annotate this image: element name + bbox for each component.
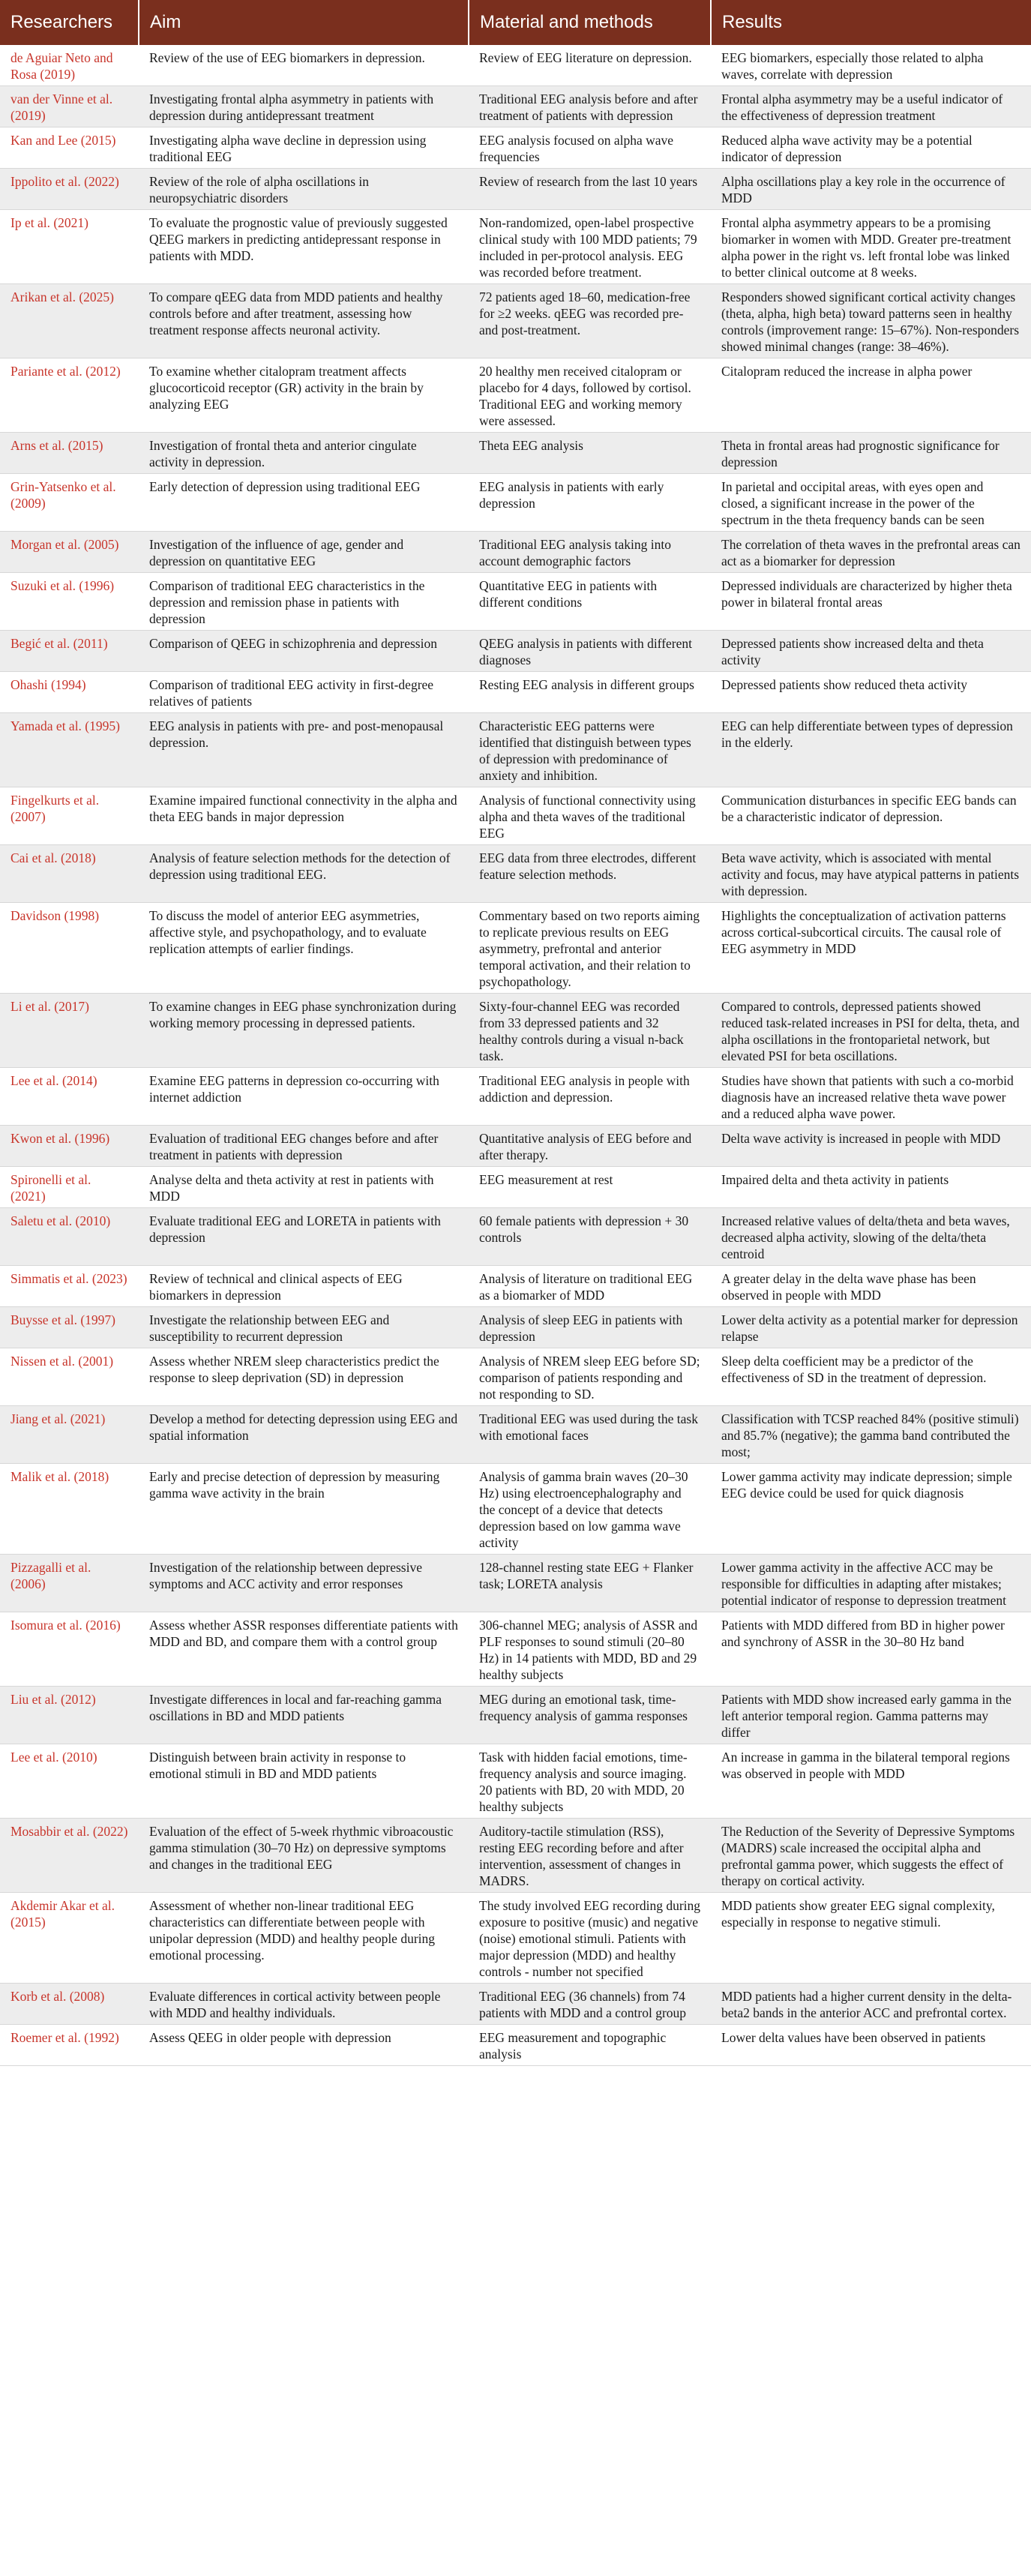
cell-researchers[interactable]: Pariante et al. (2012) bbox=[0, 358, 139, 433]
cell-aim: Assessment of whether non-linear traditional EEG characteristics can differentiate between people with unipolar depression (MDD) and healthy people during emotional processing. bbox=[139, 1893, 469, 1984]
cell-results: Classification with TCSP reached 84% (positive stimuli) and 85.7% (negative); the gamma band contributed the most; bbox=[711, 1406, 1031, 1464]
table-row bbox=[0, 1984, 1031, 2025]
cell-researchers[interactable]: Kan and Lee (2015) bbox=[0, 127, 139, 169]
cell-aim: Examine EEG patterns in depression co-occurring with internet addiction bbox=[139, 1068, 469, 1126]
cell-results: Lower gamma activity in the affective ACC may be responsible for difficulties in adapting after mistakes; potential indicator of response to depression treatment bbox=[711, 1555, 1031, 1612]
cell-aim: Investigating frontal alpha asymmetry in patients with depression during antidepressant treatment bbox=[139, 86, 469, 127]
cell-aim: Assess QEEG in older people with depression bbox=[139, 2025, 469, 2066]
cell-researchers[interactable]: Grin-Yatsenko et al. (2009) bbox=[0, 474, 139, 532]
cell-aim: Analyse delta and theta activity at rest in patients with MDD bbox=[139, 1167, 469, 1208]
cell-material-methods: QEEG analysis in patients with different diagnoses bbox=[469, 631, 711, 672]
table-row bbox=[0, 2025, 1031, 2066]
cell-aim: To compare qEEG data from MDD patients and healthy controls before and after treatment, assessing how treatment response affects neuronal activity. bbox=[139, 284, 469, 358]
cell-researchers[interactable]: Lee et al. (2014) bbox=[0, 1068, 139, 1126]
cell-material-methods: Resting EEG analysis in different groups bbox=[469, 672, 711, 713]
cell-researchers[interactable]: Malik et al. (2018) bbox=[0, 1464, 139, 1555]
table-row bbox=[0, 284, 1031, 358]
table-row bbox=[0, 1167, 1031, 1208]
table-row bbox=[0, 474, 1031, 532]
cell-material-methods: Auditory-tactile stimulation (RSS), resting EEG recording before and after intervention, assessment of changes in MADRS. bbox=[469, 1819, 711, 1893]
cell-material-methods: Theta EEG analysis bbox=[469, 433, 711, 474]
cell-researchers[interactable]: Mosabbir et al. (2022) bbox=[0, 1819, 139, 1893]
cell-results: Lower delta activity as a potential marker for depression relapse bbox=[711, 1307, 1031, 1348]
cell-material-methods: EEG analysis in patients with early depression bbox=[469, 474, 711, 532]
cell-aim: Evaluate traditional EEG and LORETA in patients with depression bbox=[139, 1208, 469, 1266]
cell-researchers[interactable]: van der Vinne et al. (2019) bbox=[0, 86, 139, 127]
table-row bbox=[0, 1744, 1031, 1819]
cell-researchers[interactable]: Morgan et al. (2005) bbox=[0, 532, 139, 573]
cell-researchers[interactable]: Liu et al. (2012) bbox=[0, 1687, 139, 1744]
cell-aim: Investigation of the influence of age, gender and depression on quantitative EEG bbox=[139, 532, 469, 573]
cell-results: EEG can help differentiate between types of depression in the elderly. bbox=[711, 713, 1031, 787]
cell-material-methods: Sixty-four-channel EEG was recorded from 33 depressed patients and 32 healthy controls during a visual n-back task. bbox=[469, 994, 711, 1068]
cell-researchers[interactable]: de Aguiar Neto and Rosa (2019) bbox=[0, 45, 139, 86]
cell-aim: Review of the use of EEG biomarkers in depression. bbox=[139, 45, 469, 86]
cell-aim: Review of technical and clinical aspects of EEG biomarkers in depression bbox=[139, 1266, 469, 1307]
cell-material-methods: Quantitative analysis of EEG before and after therapy. bbox=[469, 1126, 711, 1167]
table-row bbox=[0, 573, 1031, 631]
cell-aim: Investigating alpha wave decline in depression using traditional EEG bbox=[139, 127, 469, 169]
cell-results: Lower gamma activity may indicate depression; simple EEG device could be used for quick diagnosis bbox=[711, 1464, 1031, 1555]
table-row bbox=[0, 903, 1031, 994]
cell-material-methods: EEG measurement and topographic analysis bbox=[469, 2025, 711, 2066]
cell-aim: To examine changes in EEG phase synchronization during working memory processing in depressed patients. bbox=[139, 994, 469, 1068]
cell-researchers[interactable]: Saletu et al. (2010) bbox=[0, 1208, 139, 1266]
cell-material-methods: Task with hidden facial emotions, time-frequency analysis and source imaging. 20 patients with BD, 20 with MDD, 20 healthy subjects bbox=[469, 1744, 711, 1819]
cell-aim: Assess whether NREM sleep characteristics predict the response to sleep deprivation (SD) in depression bbox=[139, 1348, 469, 1406]
table-row bbox=[0, 1126, 1031, 1167]
cell-material-methods: Analysis of literature on traditional EEG as a biomarker of MDD bbox=[469, 1266, 711, 1307]
cell-results: Reduced alpha wave activity may be a potential indicator of depression bbox=[711, 127, 1031, 169]
cell-researchers[interactable]: Akdemir Akar et al. (2015) bbox=[0, 1893, 139, 1984]
cell-aim: Examine impaired functional connectivity in the alpha and theta EEG bands in major depression bbox=[139, 787, 469, 845]
cell-results: Responders showed significant cortical activity changes (theta, alpha, high beta) toward patterns seen in healthy controls (improvement range: 15–67%). Non-responders showed minimal changes (range: 38–46%). bbox=[711, 284, 1031, 358]
header-aim: Aim bbox=[139, 0, 469, 45]
cell-researchers[interactable]: Pizzagalli et al. (2006) bbox=[0, 1555, 139, 1612]
cell-researchers[interactable]: Isomura et al. (2016) bbox=[0, 1612, 139, 1687]
cell-results: Patients with MDD show increased early gamma in the left anterior temporal region. Gamma patterns may differ bbox=[711, 1687, 1031, 1744]
cell-material-methods: EEG measurement at rest bbox=[469, 1167, 711, 1208]
cell-aim: Review of the role of alpha oscillations in neuropsychiatric disorders bbox=[139, 169, 469, 210]
table-row bbox=[0, 210, 1031, 284]
table-row bbox=[0, 1687, 1031, 1744]
cell-results: Delta wave activity is increased in people with MDD bbox=[711, 1126, 1031, 1167]
cell-material-methods: The study involved EEG recording during exposure to positive (music) and negative (noise) emotional stimuli. Patients with major depression (MDD) and healthy controls - number not specified bbox=[469, 1893, 711, 1984]
cell-results: Beta wave activity, which is associated with mental activity and focus, may have atypical patterns in patients with depression. bbox=[711, 845, 1031, 903]
cell-material-methods: EEG analysis focused on alpha wave frequencies bbox=[469, 127, 711, 169]
cell-researchers[interactable]: Suzuki et al. (1996) bbox=[0, 573, 139, 631]
cell-aim: Investigation of the relationship between depressive symptoms and ACC activity and error responses bbox=[139, 1555, 469, 1612]
cell-material-methods: Traditional EEG was used during the task with emotional faces bbox=[469, 1406, 711, 1464]
cell-results: Theta in frontal areas had prognostic significance for depression bbox=[711, 433, 1031, 474]
cell-material-methods: MEG during an emotional task, time-frequency analysis of gamma responses bbox=[469, 1687, 711, 1744]
cell-results: MDD patients had a higher current density in the delta-beta2 bands in the anterior ACC and prefrontal cortex. bbox=[711, 1984, 1031, 2025]
header-researchers: Researchers bbox=[0, 0, 139, 45]
table-row bbox=[0, 358, 1031, 433]
table-row bbox=[0, 1612, 1031, 1687]
cell-material-methods: Traditional EEG analysis before and after treatment of patients with depression bbox=[469, 86, 711, 127]
cell-results: Highlights the conceptualization of activation patterns across cortical-subcortical circuits. The causal role of EEG asymmetry in MDD bbox=[711, 903, 1031, 994]
table-row bbox=[0, 1406, 1031, 1464]
cell-aim: Comparison of QEEG in schizophrenia and depression bbox=[139, 631, 469, 672]
cell-aim: EEG analysis in patients with pre- and post-menopausal depression. bbox=[139, 713, 469, 787]
cell-results: An increase in gamma in the bilateral temporal regions was observed in people with MDD bbox=[711, 1744, 1031, 1819]
cell-aim: Investigate differences in local and far-reaching gamma oscillations in BD and MDD patients bbox=[139, 1687, 469, 1744]
cell-researchers[interactable]: Lee et al. (2010) bbox=[0, 1744, 139, 1819]
cell-aim: Investigate the relationship between EEG and susceptibility to recurrent depression bbox=[139, 1307, 469, 1348]
table-row bbox=[0, 1068, 1031, 1126]
cell-material-methods: 20 healthy men received citalopram or placebo for 4 days, followed by cortisol. Traditional EEG and working memory were assessed. bbox=[469, 358, 711, 433]
header-row bbox=[0, 0, 1031, 45]
cell-results: Depressed patients show reduced theta activity bbox=[711, 672, 1031, 713]
cell-results: The Reduction of the Severity of Depressive Symptoms (MADRS) scale increased the occipital alpha and prefrontal gamma power, which suggests the effect of therapy on cortical activity. bbox=[711, 1819, 1031, 1893]
cell-researchers[interactable]: Simmatis et al. (2023) bbox=[0, 1266, 139, 1307]
cell-researchers[interactable]: Roemer et al. (1992) bbox=[0, 2025, 139, 2066]
cell-researchers[interactable]: Arikan et al. (2025) bbox=[0, 284, 139, 358]
cell-researchers[interactable]: Ohashi (1994) bbox=[0, 672, 139, 713]
cell-material-methods: EEG data from three electrodes, different feature selection methods. bbox=[469, 845, 711, 903]
cell-results: Studies have shown that patients with such a co-morbid diagnosis have an increased relative theta wave power and a reduced alpha wave power. bbox=[711, 1068, 1031, 1126]
cell-researchers[interactable]: Spironelli et al. (2021) bbox=[0, 1167, 139, 1208]
header-results: Results bbox=[711, 0, 1031, 45]
cell-results: MDD patients show greater EEG signal complexity, especially in response to negative stimuli. bbox=[711, 1893, 1031, 1984]
table-row bbox=[0, 672, 1031, 713]
cell-material-methods: Analysis of gamma brain waves (20–30 Hz) using electroencephalography and the concept of a device that detects depression based on low gamma wave activity bbox=[469, 1464, 711, 1555]
cell-material-methods: 128-channel resting state EEG + Flanker task; LORETA analysis bbox=[469, 1555, 711, 1612]
table-row bbox=[0, 1307, 1031, 1348]
cell-aim: Assess whether ASSR responses differentiate patients with MDD and BD, and compare them with a control group bbox=[139, 1612, 469, 1687]
cell-researchers[interactable]: Begić et al. (2011) bbox=[0, 631, 139, 672]
cell-aim: Distinguish between brain activity in response to emotional stimuli in BD and MDD patients bbox=[139, 1744, 469, 1819]
table-body bbox=[0, 45, 1031, 2066]
cell-aim: Comparison of traditional EEG activity in first-degree relatives of patients bbox=[139, 672, 469, 713]
table-row bbox=[0, 1893, 1031, 1984]
cell-researchers[interactable]: Ip et al. (2021) bbox=[0, 210, 139, 284]
cell-material-methods: 306-channel MEG; analysis of ASSR and PLF responses to sound stimuli (20–80 Hz) in 14 patients with MDD, BD and 29 healthy subjects bbox=[469, 1612, 711, 1687]
cell-material-methods: Quantitative EEG in patients with different conditions bbox=[469, 573, 711, 631]
cell-aim: Early detection of depression using traditional EEG bbox=[139, 474, 469, 532]
cell-results: Lower delta values have been observed in patients bbox=[711, 2025, 1031, 2066]
table-row bbox=[0, 1555, 1031, 1612]
table-row bbox=[0, 433, 1031, 474]
cell-results: Citalopram reduced the increase in alpha power bbox=[711, 358, 1031, 433]
cell-results: Frontal alpha asymmetry appears to be a promising biomarker in women with MDD. Greater pre-treatment alpha power in the right vs. left frontal lobe was linked to better clinical outcome at 8 weeks. bbox=[711, 210, 1031, 284]
cell-material-methods: Analysis of sleep EEG in patients with depression bbox=[469, 1307, 711, 1348]
cell-material-methods: Review of EEG literature on depression. bbox=[469, 45, 711, 86]
cell-results: Alpha oscillations play a key role in the occurrence of MDD bbox=[711, 169, 1031, 210]
cell-material-methods: 60 female patients with depression + 30 controls bbox=[469, 1208, 711, 1266]
cell-researchers[interactable]: Nissen et al. (2001) bbox=[0, 1348, 139, 1406]
header-material-methods: Material and methods bbox=[469, 0, 711, 45]
table-row bbox=[0, 787, 1031, 845]
cell-material-methods: Analysis of functional connectivity using alpha and theta waves of the traditional EEG bbox=[469, 787, 711, 845]
cell-aim: Evaluation of the effect of 5-week rhythmic vibroacoustic gamma stimulation (30–70 Hz) on depressive symptoms and changes in the traditional EEG bbox=[139, 1819, 469, 1893]
cell-results: A greater delay in the delta wave phase has been observed in people with MDD bbox=[711, 1266, 1031, 1307]
cell-results: Depressed patients show increased delta and theta activity bbox=[711, 631, 1031, 672]
table-row bbox=[0, 994, 1031, 1068]
cell-researchers[interactable]: Li et al. (2017) bbox=[0, 994, 139, 1068]
table-row bbox=[0, 1464, 1031, 1555]
cell-results: The correlation of theta waves in the prefrontal areas can act as a biomarker for depression bbox=[711, 532, 1031, 573]
cell-aim: Evaluate differences in cortical activity between people with MDD and healthy individuals. bbox=[139, 1984, 469, 2025]
cell-results: Compared to controls, depressed patients showed reduced task-related increases in PSI for delta, theta, and alpha oscillations in the frontoparietal network, but elevated PSI for beta oscillations. bbox=[711, 994, 1031, 1068]
cell-material-methods: Characteristic EEG patterns were identified that distinguish between types of depression with predominance of anxiety and inhibition. bbox=[469, 713, 711, 787]
cell-material-methods: Traditional EEG analysis taking into account demographic factors bbox=[469, 532, 711, 573]
cell-material-methods: Review of research from the last 10 years bbox=[469, 169, 711, 210]
cell-material-methods: Traditional EEG analysis in people with addiction and depression. bbox=[469, 1068, 711, 1126]
cell-researchers[interactable]: Ippolito et al. (2022) bbox=[0, 169, 139, 210]
cell-material-methods: Non-randomized, open-label prospective clinical study with 100 MDD patients; 79 included in per-protocol analysis. EEG was recorded before treatment. bbox=[469, 210, 711, 284]
cell-researchers[interactable]: Fingelkurts et al. (2007) bbox=[0, 787, 139, 845]
table-row bbox=[0, 169, 1031, 210]
cell-material-methods: Analysis of NREM sleep EEG before SD; comparison of patients responding and not responding to SD. bbox=[469, 1348, 711, 1406]
table-row bbox=[0, 1348, 1031, 1406]
cell-aim: To evaluate the prognostic value of previously suggested QEEG markers in predicting antidepressant response in patients with MDD. bbox=[139, 210, 469, 284]
table-row bbox=[0, 532, 1031, 573]
cell-aim: Comparison of traditional EEG characteristics in the depression and remission phase in patients with depression bbox=[139, 573, 469, 631]
cell-researchers[interactable]: Davidson (1998) bbox=[0, 903, 139, 994]
cell-researchers[interactable]: Yamada et al. (1995) bbox=[0, 713, 139, 787]
cell-material-methods: Traditional EEG (36 channels) from 74 patients with MDD and a control group bbox=[469, 1984, 711, 2025]
table-row bbox=[0, 1208, 1031, 1266]
cell-results: Increased relative values of delta/theta and beta waves, decreased alpha activity, slowing of the delta/theta centroid bbox=[711, 1208, 1031, 1266]
table-row bbox=[0, 86, 1031, 127]
cell-results: Patients with MDD differed from BD in higher power and synchrony of ASSR in the 30–80 Hz band bbox=[711, 1612, 1031, 1687]
cell-aim: To discuss the model of anterior EEG asymmetries, affective style, and psychopathology, and to evaluate replication attempts of earlier findings. bbox=[139, 903, 469, 994]
cell-researchers[interactable]: Arns et al. (2015) bbox=[0, 433, 139, 474]
cell-results: Sleep delta coefficient may be a predictor of the effectiveness of SD in the treatment of depression. bbox=[711, 1348, 1031, 1406]
cell-researchers[interactable]: Buysse et al. (1997) bbox=[0, 1307, 139, 1348]
cell-results: Frontal alpha asymmetry may be a useful indicator of the effectiveness of depression treatment bbox=[711, 86, 1031, 127]
cell-results: Depressed individuals are characterized by higher theta power in bilateral frontal areas bbox=[711, 573, 1031, 631]
table-row bbox=[0, 1266, 1031, 1307]
table-row bbox=[0, 845, 1031, 903]
cell-researchers[interactable]: Jiang et al. (2021) bbox=[0, 1406, 139, 1464]
cell-results: In parietal and occipital areas, with eyes open and closed, a significant increase in the power of the spectrum in the theta frequency bands can be seen bbox=[711, 474, 1031, 532]
table-row bbox=[0, 1819, 1031, 1893]
table-row bbox=[0, 45, 1031, 86]
cell-aim: Evaluation of traditional EEG changes before and after treatment in patients with depression bbox=[139, 1126, 469, 1167]
table-row bbox=[0, 713, 1031, 787]
table-row bbox=[0, 127, 1031, 169]
table-header bbox=[0, 0, 1031, 45]
cell-aim: Investigation of frontal theta and anterior cingulate activity in depression. bbox=[139, 433, 469, 474]
cell-aim: Analysis of feature selection methods for the detection of depression using traditional EEG. bbox=[139, 845, 469, 903]
cell-researchers[interactable]: Korb et al. (2008) bbox=[0, 1984, 139, 2025]
cell-aim: Early and precise detection of depression by measuring gamma wave activity in the brain bbox=[139, 1464, 469, 1555]
cell-aim: Develop a method for detecting depression using EEG and spatial information bbox=[139, 1406, 469, 1464]
cell-material-methods: 72 patients aged 18–60, medication-free for ≥2 weeks. qEEG was recorded pre- and post-treatment. bbox=[469, 284, 711, 358]
cell-researchers[interactable]: Kwon et al. (1996) bbox=[0, 1126, 139, 1167]
cell-results: Communication disturbances in specific EEG bands can be a characteristic indicator of depression. bbox=[711, 787, 1031, 845]
table-row bbox=[0, 631, 1031, 672]
cell-aim: To examine whether citalopram treatment affects glucocorticoid receptor (GR) activity in the brain by analyzing EEG bbox=[139, 358, 469, 433]
cell-material-methods: Commentary based on two reports aiming to replicate previous results on EEG asymmetry, prefrontal and anterior temporal activation, and their relation to psychopathology. bbox=[469, 903, 711, 994]
cell-results: EEG biomarkers, especially those related to alpha waves, correlate with depression bbox=[711, 45, 1031, 86]
cell-results: Impaired delta and theta activity in patients bbox=[711, 1167, 1031, 1208]
cell-researchers[interactable]: Cai et al. (2018) bbox=[0, 845, 139, 903]
